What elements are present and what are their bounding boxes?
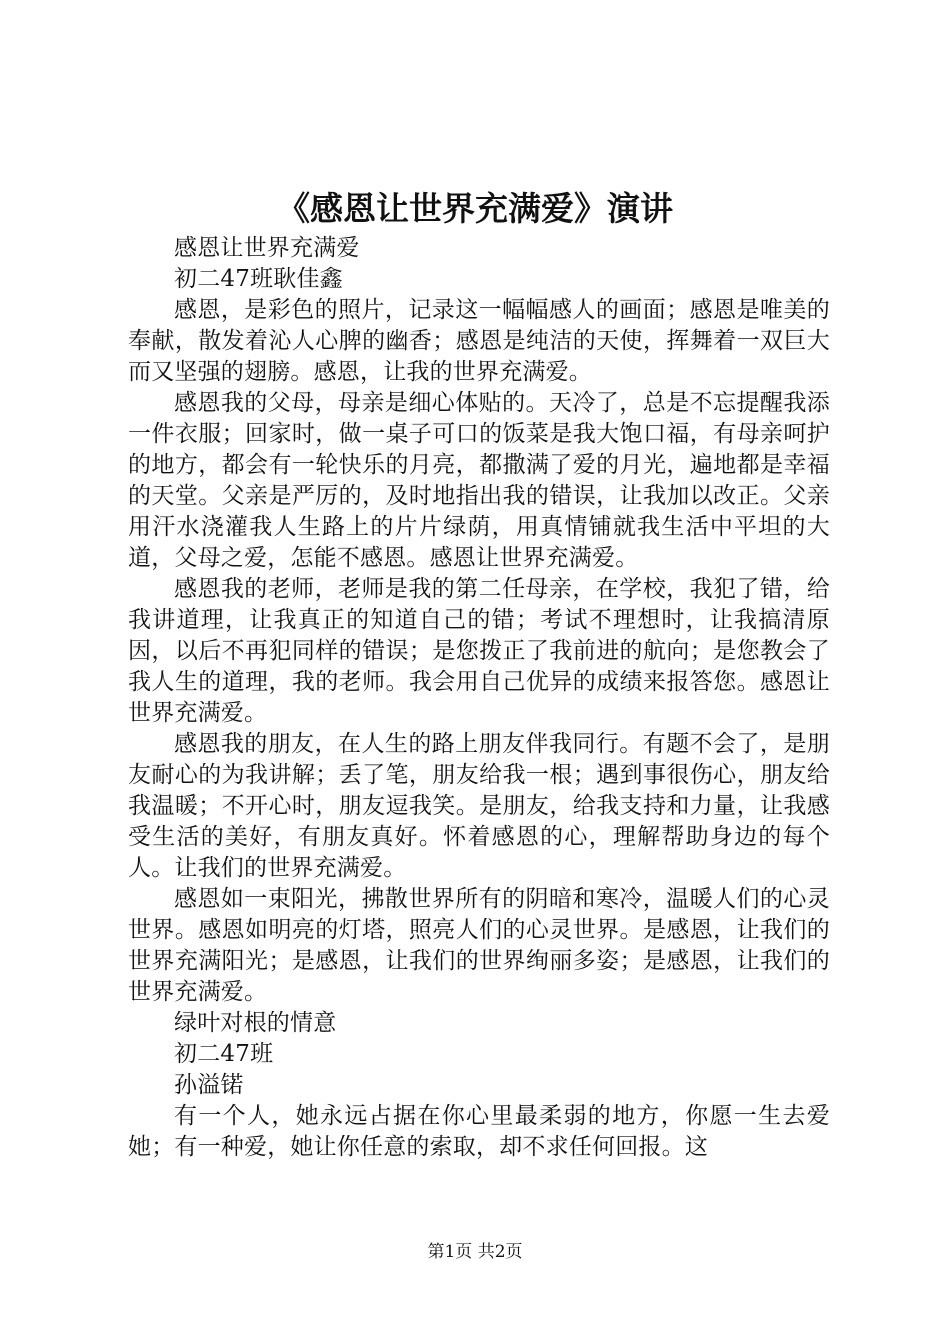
- document-title: 《感恩让世界充满爱》演讲: [277, 189, 673, 228]
- paragraph: 绿叶对根的情意: [174, 1010, 337, 1036]
- paragraph: 感恩如一束阳光，拂散世界所有的阴暗和寒冷，温暖人们的心灵世界。感恩如明亮的灯塔，照亮人们的心灵世界。是感恩，让我们的世界充满阳光；是感恩，让我们的世界绚丽多姿；是感恩，让我们的世界充满爱。: [128, 886, 830, 1005]
- paragraph: 有一个人，她永远占据在你心里最柔弱的地方，你愿一生去爱她；有一种爱，她让你任意的索取，却不求任何回报。这: [128, 1103, 830, 1160]
- paragraph: 初二47班: [174, 1041, 274, 1067]
- paragraph: 感恩让世界充满爱: [174, 235, 360, 261]
- paragraph: 感恩，是彩色的照片，记录这一幅幅感人的画面；感恩是唯美的奉献，散发着沁人心脾的幽香；感恩是纯洁的天使，挥舞着一双巨大而又坚强的翅膀。感恩，让我的世界充满爱。: [128, 297, 830, 385]
- document-body: [128, 233, 830, 1163]
- paragraph: 感恩我的父母，母亲是细心体贴的。天冷了，总是不忘提醒我添一件衣服；回家时，做一桌子可口的饭菜是我大饱口福，有母亲呵护的地方，都会有一轮快乐的月亮，都撒满了爱的月光，遍地都是幸福的天堂。父亲是严厉的，及时地指出我的错误，让我加以改正。父亲用汗水浇灌我人生路上的片片绿荫，用真情铺就我生活中平坦的大道，父母之爱，怎能不感恩。感恩让世界充满爱。: [128, 390, 830, 571]
- page-footer: 第1页 共2页: [427, 1242, 523, 1262]
- paragraph: 孙溢锘: [174, 1072, 244, 1098]
- paragraph: 感恩我的老师，老师是我的第二任母亲，在学校，我犯了错，给我讲道理，让我真正的知道自己的错；考试不理想时，让我搞清原因，以后不再犯同样的错误；是您拨正了我前进的航向；是您教会了我人生的道理，我的老师。我会用自己优异的成绩来报答您。感恩让世界充满爱。: [128, 576, 830, 726]
- paragraph: 感恩我的朋友，在人生的路上朋友伴我同行。有题不会了，是朋友耐心的为我讲解；丢了笔，朋友给我一根；遇到事很伤心，朋友给我温暖；不开心时，朋友逗我笑。是朋友，给我支持和力量，让我感受生活的美好，有朋友真好。怀着感恩的心，理解帮助身边的每个人。让我们的世界充满爱。: [128, 731, 830, 881]
- paragraph: 初二47班耿佳鑫: [174, 266, 343, 292]
